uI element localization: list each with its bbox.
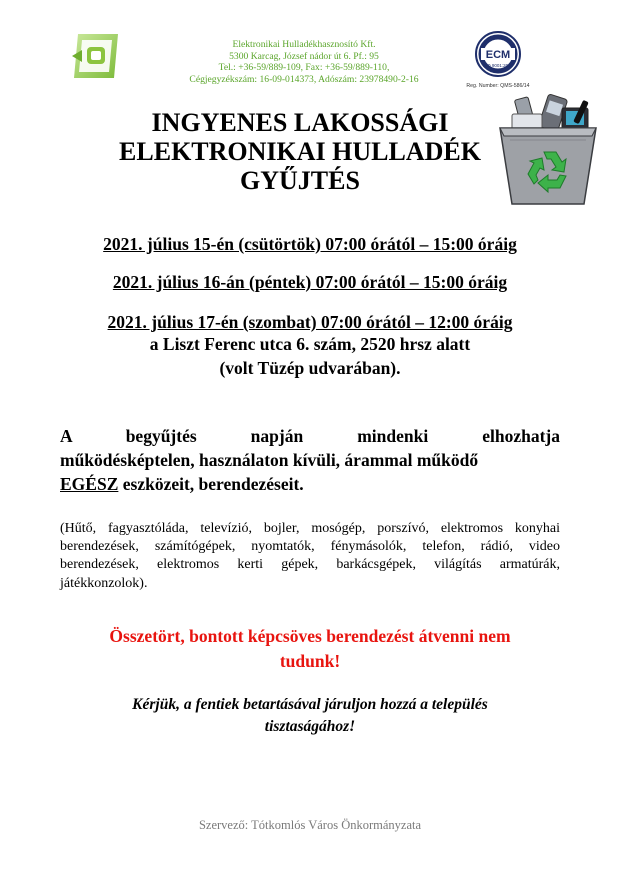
- intro-line-1: A begyűjtés napján mindenki elhozhatja: [60, 426, 560, 446]
- intro-line-3-rest: eszközeit, berendezéseit.: [118, 474, 304, 494]
- request-line-1: Kérjük, a fentiek betartásával járuljon hozzá a település: [132, 696, 488, 713]
- location-line-2: (volt Tüzép udvarában).: [219, 358, 401, 378]
- company-name: Elektronikai Hulladékhasznosító Kft.: [232, 39, 376, 50]
- warning-line-2: tudunk!: [279, 651, 341, 671]
- location-line-1: a Liszt Ferenc utca 6. szám, 2520 hrsz alatt: [149, 334, 471, 354]
- title-line-2: ELEKTRONIKAI HULLADÉK: [119, 137, 481, 166]
- recycling-bin-with-electronics-icon: [488, 88, 608, 208]
- iso-certification-seal-icon: [458, 30, 538, 90]
- request-line-2: tisztaságához!: [264, 718, 356, 735]
- page-title: [95, 108, 505, 195]
- company-phone-fax: Tel.: +36-59/889-109, Fax: +36-59/889-110,: [218, 62, 390, 74]
- title-line-3: GYŰJTÉS: [240, 166, 360, 195]
- intro-line-2: működésképtelen, használaton kívüli, árammal működő: [60, 450, 479, 470]
- cert-reg-number: Reg. Number: QMS-586/14: [466, 83, 530, 89]
- intro-emphasis: EGÉSZ: [60, 474, 119, 494]
- request-note: [60, 694, 560, 738]
- accepted-items-list: (Hűtő, fagyasztóláda, televízió, bojler, mosógép, porszívó, elektromos konyhai berendezések, számítógépek, nyomtatók, fénymásolók, telefon, rádió, video berendezések, elektromos kerti gépek, barkácsgépek, világítás armatúrák, játékkonzolok).: [60, 521, 560, 591]
- title-line-1: INGYENES LAKOSSÁGI: [151, 108, 449, 137]
- collection-date-1: 2021. július 15-én (csütörtök) 07:00 órától – 15:00 óráig: [103, 234, 517, 254]
- cert-iso: ISO 9001:2008: [482, 63, 514, 68]
- collection-date-2: 2021. július 16-án (péntek) 07:00 órától – 15:00 óráig: [112, 272, 508, 292]
- company-address: 5300 Karcag, József nádor út 6. Pf.: 95: [229, 50, 379, 62]
- organizer-footer: Szervező: Tótkomlós Város Önkormányzata: [198, 818, 422, 832]
- intro-line-3: [60, 472, 560, 496]
- intro-paragraph: [60, 424, 560, 496]
- collection-date-3: 2021. július 17-én (szombat) 07:00 órától – 12:00 óráig: [107, 312, 513, 332]
- warning-notice: [60, 624, 560, 674]
- company-registration: Cégjegyzékszám: 16-09-014373, Adószám: 23978490-2-16: [189, 73, 419, 85]
- company-info: [170, 39, 438, 85]
- cert-name: ECM: [485, 49, 511, 61]
- company-logo: [68, 30, 124, 82]
- warning-line-1: Összetört, bontott képcsöves berendezést átvenni nem: [109, 626, 511, 646]
